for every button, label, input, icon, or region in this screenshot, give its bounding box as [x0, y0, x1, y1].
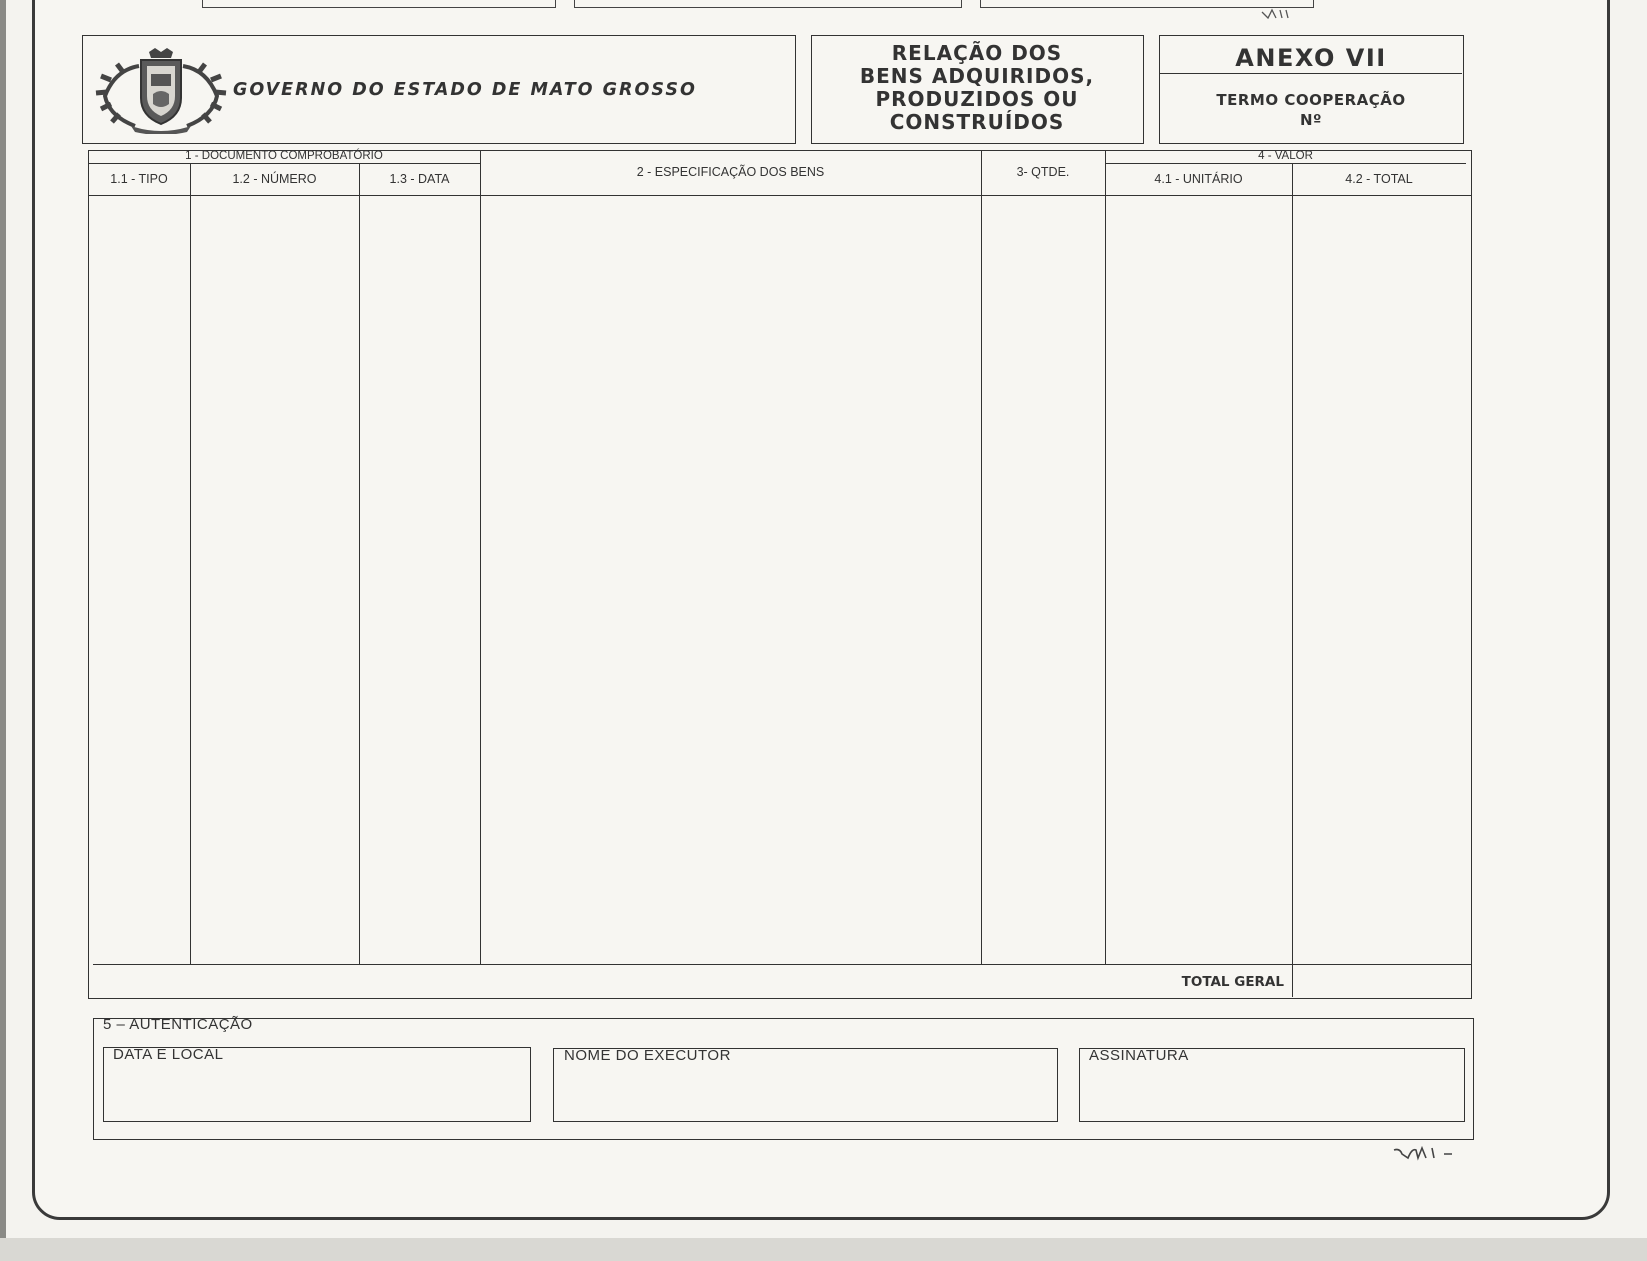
annex-box [1159, 35, 1464, 144]
relation-title-line: RELAÇÃO DOS [891, 41, 1063, 65]
date-place-label: DATA E LOCAL [113, 1046, 224, 1063]
top-stub-box [202, 0, 556, 8]
authentication-title: 5 – AUTENTICAÇÃO [103, 1016, 253, 1033]
table-group-divider [1105, 163, 1466, 164]
term-cooperation [1160, 90, 1462, 130]
annex-title: ANEXO VII [1235, 44, 1387, 72]
column-header-qtde: 3- QTDE. [1016, 165, 1070, 179]
column-divider [981, 150, 982, 964]
total-geral-field[interactable] [1300, 966, 1470, 997]
column-divider [1292, 163, 1293, 997]
relation-title-box [811, 35, 1144, 144]
column-header-data: 1.3 - DATA [389, 172, 450, 186]
column-header-numero: 1.2 - NÚMERO [232, 172, 317, 186]
table-group-divider [88, 163, 480, 164]
group-valor: 4 - VALOR [1258, 150, 1313, 162]
annex-divider [1160, 73, 1462, 74]
handwritten-initials [1392, 1144, 1456, 1168]
term-cooperation-line: TERMO COOPERAÇÃO [1216, 91, 1406, 109]
table-body-bottom [93, 964, 1472, 965]
government-title: GOVERNO DO ESTADO DE MATO GROSSO [233, 80, 697, 100]
top-stub-box [574, 0, 962, 8]
column-divider [359, 163, 360, 964]
group-document: 1 - DOCUMENTO COMPROBATÓRIO [185, 150, 383, 162]
term-number-label: Nº [1299, 111, 1322, 129]
coat-of-arms-icon [95, 46, 227, 134]
scan-bottom-edge [0, 1238, 1647, 1261]
total-geral-label: TOTAL GERAL [1181, 974, 1284, 990]
relation-title-line: PRODUZIDOS OU [875, 87, 1079, 111]
signature-label: ASSINATURA [1089, 1047, 1189, 1064]
column-divider [480, 150, 481, 964]
column-divider [1105, 150, 1106, 964]
column-header-unitario: 4.1 - UNITÁRIO [1154, 172, 1243, 186]
relation-title [812, 42, 1142, 134]
executor-name-label: NOME DO EXECUTOR [564, 1047, 731, 1064]
column-divider [190, 163, 191, 964]
table-header-bottom [88, 195, 1472, 196]
column-header-especificacao: 2 - ESPECIFICAÇÃO DOS BENS [636, 165, 825, 179]
government-header-box [82, 35, 796, 144]
handwritten-initials [1260, 6, 1296, 26]
column-header-tipo: 1.1 - TIPO [110, 172, 168, 186]
relation-title-line: CONSTRUÍDOS [889, 110, 1065, 134]
scan-left-edge [0, 0, 6, 1261]
goods-table [88, 150, 1472, 999]
relation-title-line: BENS ADQUIRIDOS, [859, 64, 1095, 88]
column-header-total: 4.2 - TOTAL [1345, 172, 1413, 186]
